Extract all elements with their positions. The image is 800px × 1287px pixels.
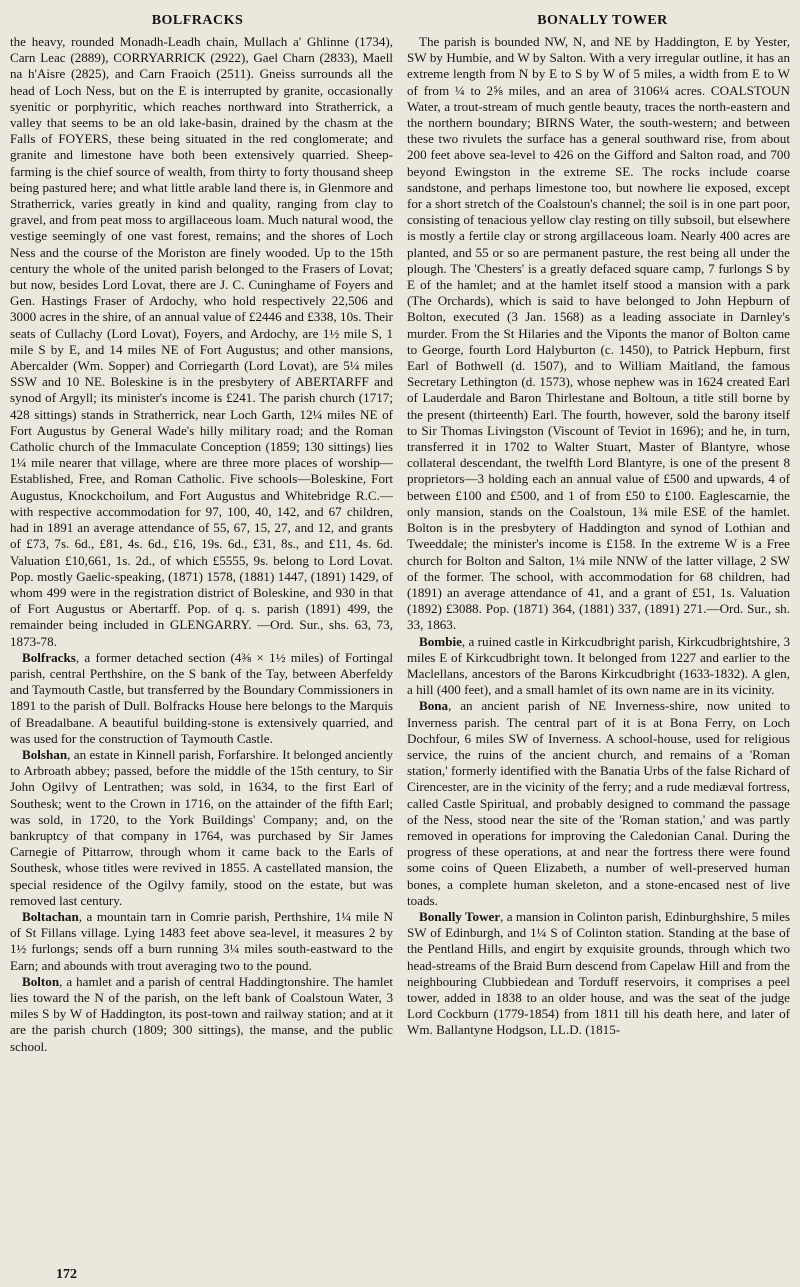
- entry-text: , a hamlet and a parish of central Haddingtonshire. The hamlet lies toward the N of the parish, on the left bank of Coalstoun Water, 3 miles S by W of Haddington, its post-town and railway station; and at it are the parish church (1809; 300 sittings), the manse, and the public school.: [10, 973, 393, 1054]
- running-header: [10, 8, 790, 34]
- entry-text: , a former detached section (4⅜ × 1½ miles) of Fortingal parish, central Perthshire, on the S bank of the Tay, between Aberfeldy and Taymouth Castle, but transferred by the Boundary Commissioners in 1891 to the parish of Dull. Bolfracks House here belongs to the Marquis of Breadalbane. A beautiful building-stone is extensively quarried, and was used for the construction of Taymouth Castle.: [10, 649, 393, 746]
- entry-headword: Bolton: [22, 973, 60, 989]
- right-intro-paragraph: The parish is bounded NW, N, and NE by Haddington, E by Yester, SW by Humbie, and W by Salton. With a very irregular outline, it has an extreme length from N by E to S by W of 5 miles, a width from E to W of from ¼ to 2⅝ miles, and an area of 3106¼ acres. COALSTOUN Water, a trout-stream of much gentle beauty, traces the north-eastern and the northern boundary; BIRNS Water, the south-western; and between these two rivulets the surface has a general southward rise, from about 200 feet above sea-level to 426 on the Gifford and Salton road, and 700 beyond Ewingston in the extreme SE. The rocks include coarse sandstone, and perhaps limestone too, but nowhere lie exposed, except for a short stretch of the Coalstoun's channel; the soil is in one part poor, consisting of tenacious yellow clay resting on tilly subsoil, but elsewhere is mostly a fertile clay or strong argillaceous loam. Nearly 400 acres are planted, and 55 or so are permanent pasture, the rest being all under the plough. The 'Chesters' is a greatly defaced square camp, 7 furlongs S by E of the hamlet; and at the hamlet itself stood a mansion with a park (The Orchards), which is said to have belonged to John Hepburn of Bolton, executed (3 Jan. 1568) as a leading associate in Darnley's murder. From the St Hilaries and the Viponts the manor of Bolton came to George, fourth Lord Halyburton (c. 1450), to Patrick Hepburn, first Earl of Bothwell (d. 1507), and to William Maitland, the famous Secretary Lethington (d. 1573), whose nephew was in 1624 created Earl of Lauderdale and Baron Thirlestane and Boltoun, a title still borne by the present (thirteenth) Earl. The fourth, however, sold the barony itself to Sir Thomas Livingston (Viscount of Teviot in 1696); and he, in turn, transferred it in 1702 to Walter Stuart, Master of Blantyre, whose collateral descendant, the twelfth Lord Blantyre, is one of the present 8 proprietors—3 holding each an annual value of £500 and upwards, 4 of between £100 and £500, and 1 of from £50 to £100. Eaglescarnie, the only mansion, stands on the Coalstoun, 1¾ mile ESE of the hamlet. Bolton is in the presbytery of Haddington and synod of Lothian and Tweeddale; the minister's income is £158. In the extreme W is a Free church for Bolton and Salton, 1¼ mile NNW of the latter village, 2 SW of the former. The school, with accommodation for 68 children, had (1891) an average attendance of 41, and a grant of £51, 1s. Valuation (1892) £3088. Pop. (1871) 364, (1881) 337, (1891) 271.—Ord. Sur., sh. 33, 1863.: [407, 34, 790, 633]
- entry-boltachan: [10, 909, 393, 974]
- header-right: BONALLY TOWER: [537, 13, 668, 28]
- entry-bona: [407, 698, 790, 909]
- entry-headword: Boltachan: [22, 908, 79, 924]
- entry-headword: Bonally Tower: [419, 908, 501, 924]
- entry-headword: Bolshan: [22, 746, 68, 762]
- entry-text: , an estate in Kinnell parish, Forfarshire. It belonged anciently to Arbroath abbey; passed, before the middle of the 15th century, to Sir John Ogilvy of Lentrathen; was sold, in 1634, to the first Earl of Southesk; went to the Crown in 1716, on the attainder of the fifth Earl; was sold, in 1720, to the York Buildings' Company; and, on the bankruptcy of that company in 1764, was purchased by Sir James Carnegie of Pittarrow, through whom it came back to the Earls of Southesk, whose titles were revived in 1855. A castellated mansion, the special residence of the Ogilvy family, stood on the estate, but was removed last century.: [10, 746, 393, 908]
- left-intro-paragraph: the heavy, rounded Monadh-Leadh chain, Mullach a' Ghlinne (1734), Carn Leac (2889), CORRYARRICK (2922), Gael Charn (2833), Maell na h'Aisre (2825), and Carn Fraoich (2511). Gneiss surrounds all the head of Loch Ness, but on the E is interrupted by granite, occasionally syenitic or porphyritic, which reaches northward into Stratherrick, a valley that seems to be an old lake-basin, drained by the chasm at the Falls of FOYERS, these being situated in the red conglomerate; and granite and limestone have both been extensively quarried. Sheep-farming is the chief source of wealth, from thirty to forty thousand sheep being pastured here; and what little arable land there is, in Glenmore and Stratherrick, varies greatly in kind and quality, ranging from clay to gravel, and from peat moss to argillaceous loam. Much natural wood, the vestige seemingly of one vast forest, remains; and the shores of Loch Ness and the course of the Moriston are finely wooded. Up to the 15th century the whole of the united parish belonged to the Frasers of Lovat; but now, besides Lord Lovat, there are J. C. Cuninghame of Foyers and Gen. Hastings Fraser of Ardochy, who hold respectively 22,506 and 3000 acres in the shire, of an annual value of £2446 and £338, 10s. Their seats of Cullachy (Lord Lovat), Foyers, and Ardochy, are 1½ mile S, 1 mile S by E, and 14 miles NE of Fort Augustus; and other mansions, Abercalder (Wm. Sopper) and Corriegarth (Lord Lovat), are 5¼ miles SSW and 10 NE. Boleskine is in the presbytery of ABERTARFF and synod of Argyll; its minister's income is £241. The parish church (1717; 428 sittings) stands in Stratherrick, near Loch Garth, 12¼ miles NE of Fort Augustus by General Wade's hilly military road; and the Roman Catholic church of the Immaculate Conception (1859; 130 sittings) lies 1¼ mile nearer that village, where are three more places of worship—Established, Free, and Roman Catholic. Five schools—Boleskine, Fort Augustus, Knockchoilum, and Fort Augustus and Whitebridge R.C.—with respective accommodation for 97, 100, 40, 142, and 67 children, had in 1891 an average attendance of 55, 67, 15, 27, and 12, and grants of £73, 7s. 6d., £81, 4s. 6d., £16, 19s. 6d., £31, 8s., and £11, 4s. 6d. Valuation £10,661, 1s. 2d., of which £5555, 9s. belong to Lord Lovat. Pop. mostly Gaelic-speaking, (1871) 1578, (1881) 1447, (1891) 1429, of whom 499 were in the registration district of Boleskine, and 930 in that of Fort Augustus or Abertarff. Pop. of q. s. parish (1891) 499, the remainder being included in GLENGARRY. —Ord. Sur., shs. 63, 73, 1873-78.: [10, 34, 393, 649]
- entry-headword: Bombie: [419, 633, 462, 649]
- page-number: 172: [56, 1267, 77, 1282]
- entry-bolton: [10, 974, 393, 1055]
- right-column: [407, 34, 790, 1269]
- entry-text: , a mansion in Colinton parish, Edinburghshire, 5 miles SW of Edinburgh, and 1¼ S of Colinton station. Standing at the base of the Pentland Hills, and engirt by exquisite grounds, through which two head-streams of the Braid Burn descend from Capelaw Hill and from the neighbouring Clubbiedean and Torduff reservoirs, it comprises a peel tower, added in 1838 to an older house, and was the seat of the judge Lord Cockburn (1779-1854) from 1811 till his death here, and later of Wm. Ballantyne Hodgson, LL.D. (1815-: [407, 908, 790, 1038]
- entry-text: , an ancient parish of NE Inverness-shire, now united to Inverness parish. The central part of it is at Bona Ferry, on Loch Dochfour, 6 miles SW of Inverness. A school-house, used for religious service, the ruins of the ancient church, and remains of a 'Roman station,' formerly identified with the Banatia Urbs of the false Richard of Cirencester, are in the vicinity of the ferry; and a rude mediæval fortress, called Castle Spiritual, and probably designed to command the passage of the Ness, stood near the site of the 'Roman station,' and was partly removed in operations for improving the Caledonian Canal. During the progress of these operations, at and near the fortress there were found some coins of Queen Elizabeth, a number of well-preserved human bones, a complete human skeleton, and a stone-encased nest of live toads.: [407, 698, 790, 908]
- entry-bombie: [407, 634, 790, 699]
- entry-text: , a ruined castle in Kirkcudbright parish, Kirkcudbrightshire, 3 miles E of Kirkcudbright town. It belonged from 1227 and earlier to the Maclellans, ancestors of the Barons Kirkcudbright (1633-1832). A glen, a hill (400 feet), and a small hamlet of its own name are in its vicinity.: [407, 633, 790, 698]
- entry-bonally-tower: [407, 909, 790, 1039]
- entry-headword: Bona: [419, 698, 449, 714]
- text-columns: [10, 34, 790, 1269]
- header-left: BOLFRACKS: [151, 13, 244, 28]
- entry-bolfracks: [10, 650, 393, 747]
- entry-text: , a mountain tarn in Comrie parish, Perthshire, 1¼ mile N of St Fillans village. Lying 1483 feet above sea-level, it measures 2 by 1½ furlongs; sends off a burn running 3¼ miles south-eastward to the Earn; and abounds with trout averaging two to the pound.: [10, 908, 393, 973]
- entry-bolshan: [10, 747, 393, 909]
- left-column: [10, 34, 393, 1269]
- entry-headword: Bolfracks: [22, 649, 76, 665]
